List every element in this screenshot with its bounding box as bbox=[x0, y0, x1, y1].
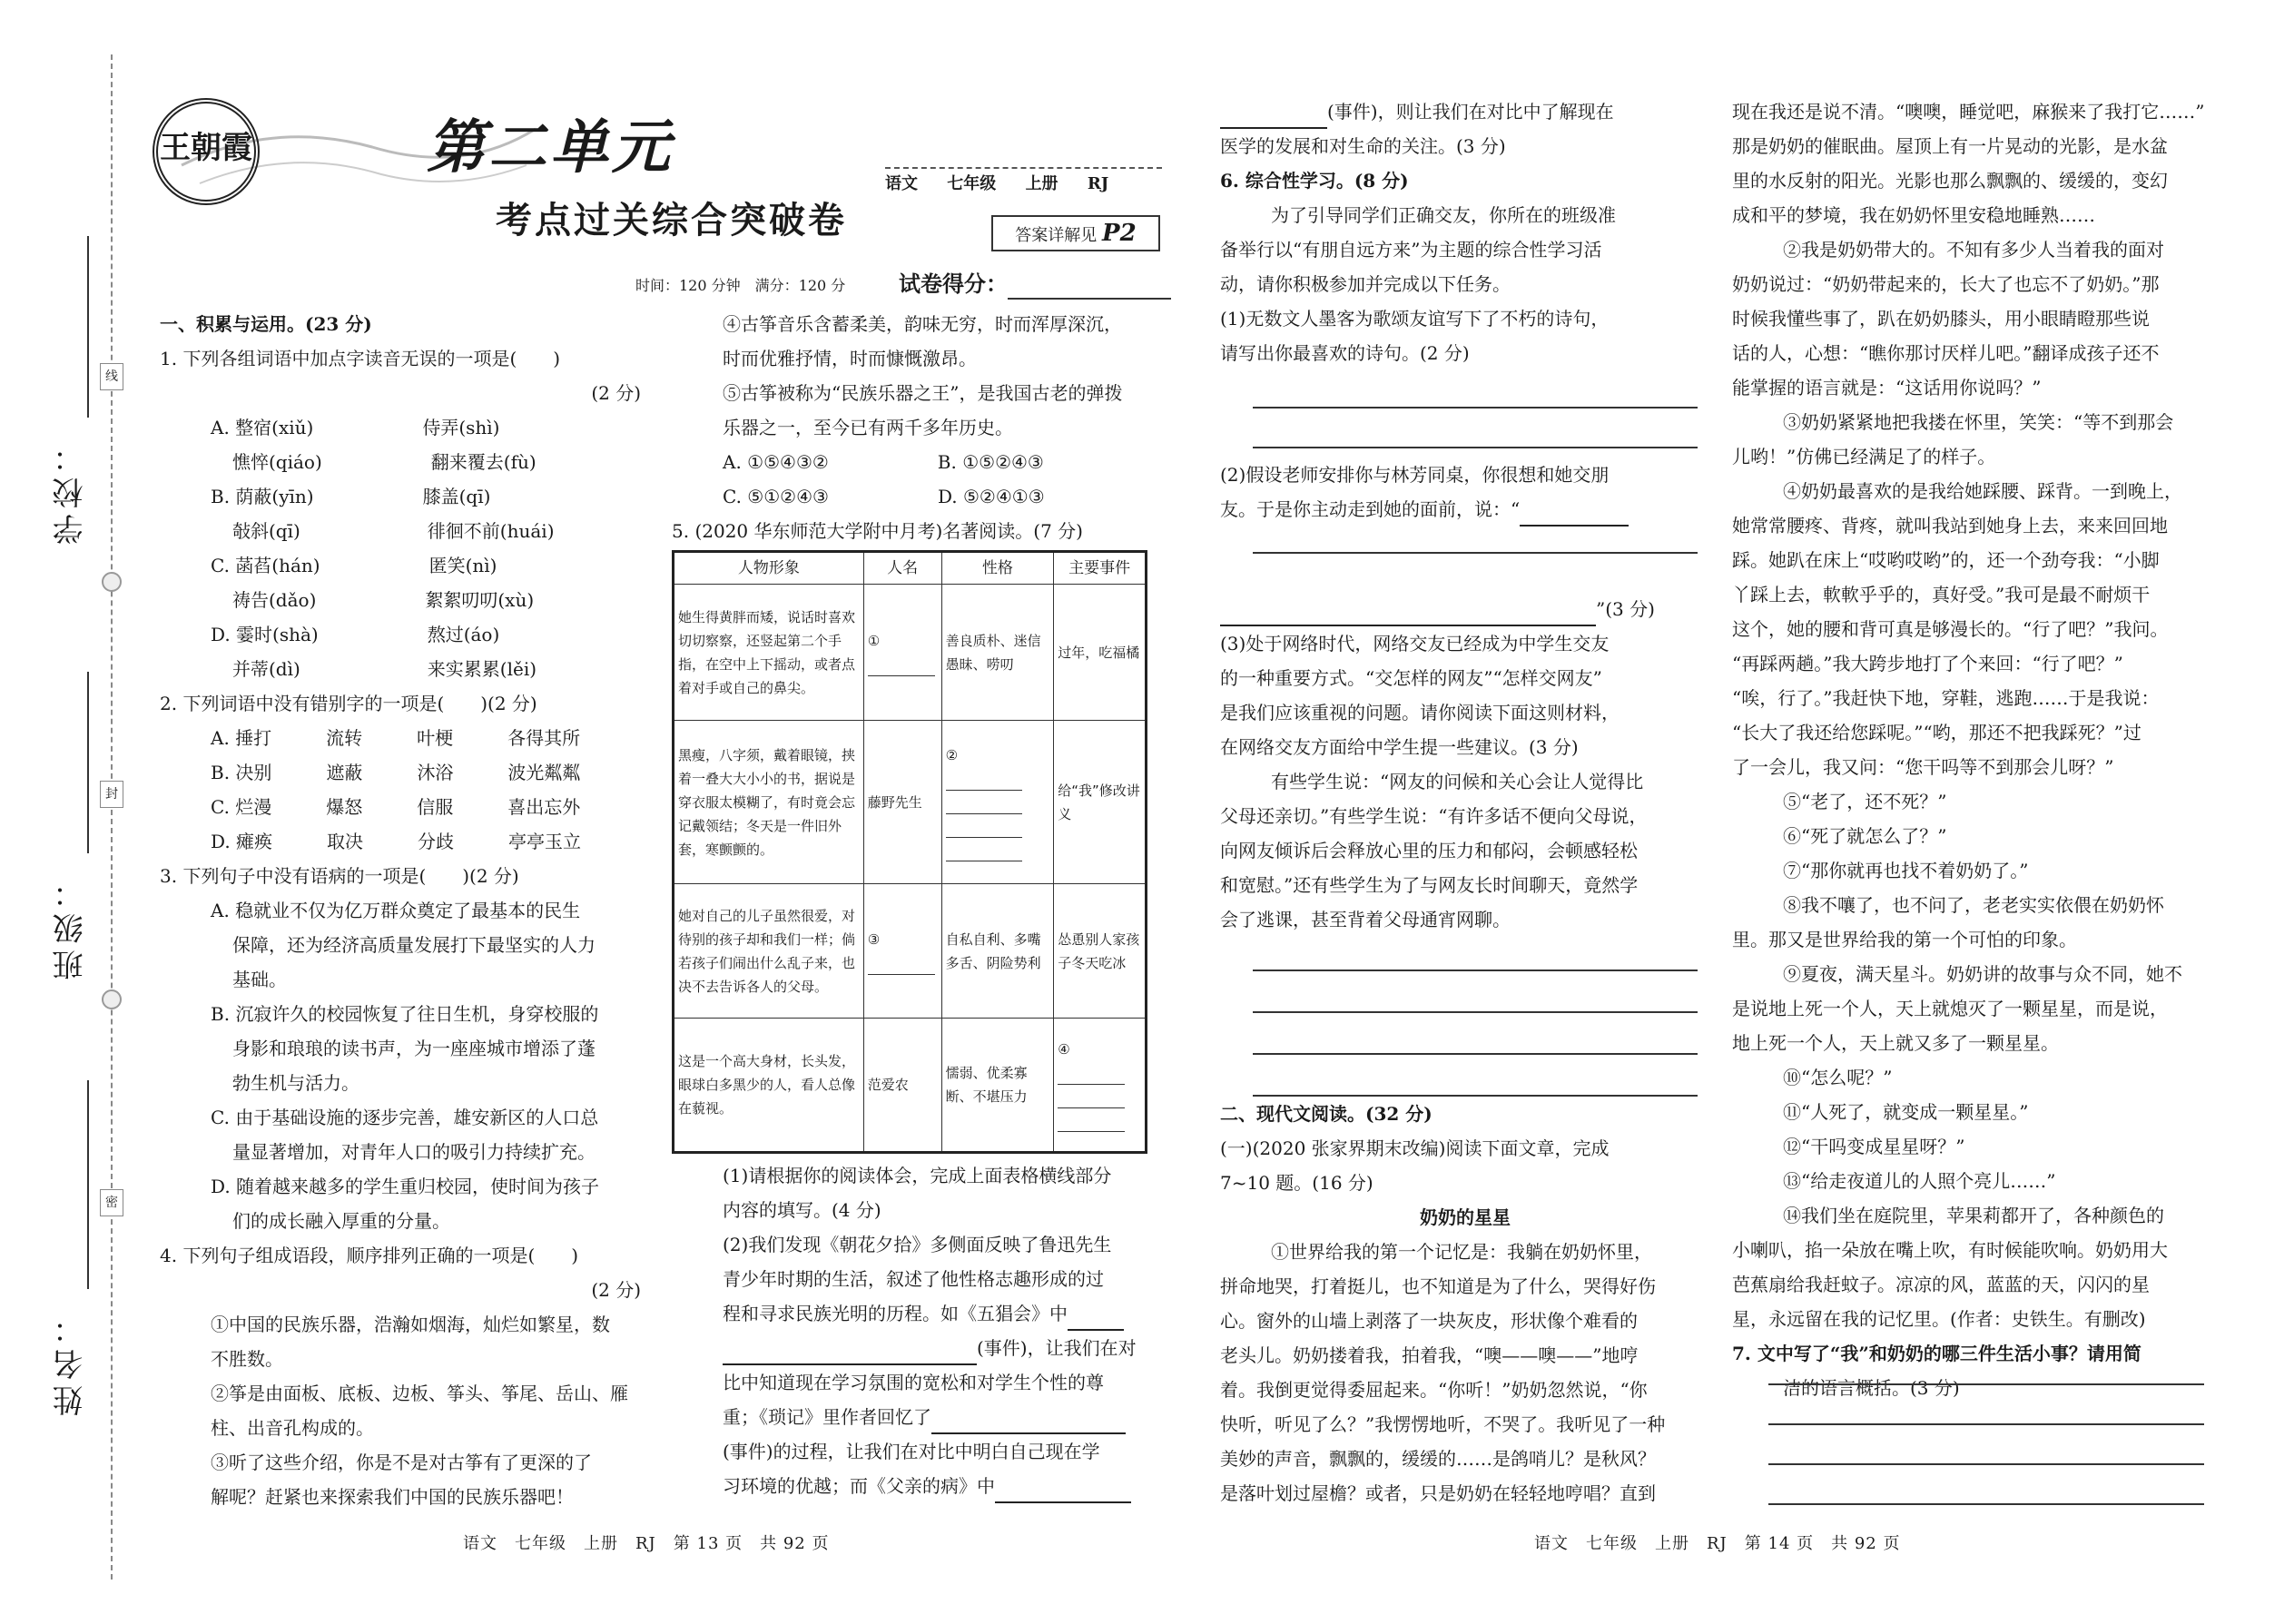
option-b: B. 荫蔽(yīn) 膝盖(qī) bbox=[211, 486, 491, 507]
answer-blank[interactable] bbox=[1058, 1085, 1125, 1108]
story-text: 这个，她的腰和背可真是够漫长的。“行了吧？”我问。 bbox=[1732, 618, 2169, 640]
question-text: 为了引导同学们正确交友，你所在的班级准 bbox=[1271, 204, 1616, 226]
seal-char-secret: 密 bbox=[100, 1189, 123, 1216]
story-text: 踩。她趴在床上“哎哟哎哟”的，还一个劲夸我：“小脚 bbox=[1732, 549, 2160, 571]
class-field[interactable] bbox=[87, 672, 89, 853]
seal-char-seal: 封 bbox=[100, 781, 123, 808]
story-text: 拼命地哭，打着挺儿，也不知道是为了什么，哭得好伤 bbox=[1220, 1275, 1656, 1297]
story-text: 丫踩上去，軟軟乎乎的，真好受。”我可是最不耐烦干 bbox=[1732, 584, 2151, 605]
answer-blank[interactable] bbox=[1058, 1108, 1125, 1132]
answer-line[interactable] bbox=[1253, 969, 1698, 971]
answer-blank[interactable] bbox=[995, 1478, 1131, 1503]
story-text: ⑬“给走夜道儿的人照个亮儿……” bbox=[1783, 1170, 2056, 1192]
unit-title: 第二单元 bbox=[427, 113, 674, 182]
name-field[interactable] bbox=[87, 1080, 89, 1289]
story-text: ⑤“老了，还不死？” bbox=[1783, 791, 1947, 812]
column-3 bbox=[1220, 94, 1710, 370]
sentence-text: 解呢？赶紧也来探索我们中国的民族乐器吧！ bbox=[211, 1486, 574, 1508]
sentence-4: ④古筝音乐含蓄柔美，韵味无穷，时而浑厚深沉， bbox=[723, 313, 1122, 335]
name-label: 姓名： bbox=[54, 1307, 88, 1416]
column-3-q6-2b bbox=[1220, 592, 1710, 937]
section-heading: 二、现代文阅读。(32 分) bbox=[1220, 1103, 1433, 1125]
option-text: 基础。 bbox=[232, 969, 287, 990]
answer-line[interactable] bbox=[1768, 1463, 2204, 1465]
sub-question-text: 程和寻求民族光明的历程。如《五猖会》中 bbox=[723, 1303, 1068, 1324]
sub-question-text: 重；《琐记》里作者回忆了 bbox=[723, 1406, 931, 1428]
story-text: 那是奶奶的催眠曲。屋顶上有一片晃动的光影，是水盆 bbox=[1732, 135, 2168, 157]
story-text: “唉，行了。”我赶快下地，穿鞋，逃跑……于是我说： bbox=[1732, 687, 2160, 709]
cut-line bbox=[111, 54, 113, 1580]
option-c: C. 烂漫 爆怒 信服 喜出忘外 bbox=[211, 796, 581, 818]
answer-blank[interactable] bbox=[946, 814, 1022, 838]
option-d: D. 瘫痪 取决 分歧 亭亭玉立 bbox=[211, 831, 582, 852]
sub-question-text: (事件)的过程，让我们在对比中明白自己现在学 bbox=[723, 1441, 1100, 1462]
sub-question-text: 在网络交友方面给中学生提一些建议。(3 分) bbox=[1220, 736, 1579, 758]
question-2: 2. 下列词语中没有错别字的一项是( )(2 分) bbox=[160, 693, 537, 714]
options-cd: C. ⑤①②④③ D. ⑤②④①③ bbox=[723, 486, 1045, 507]
answer-blank[interactable] bbox=[931, 1409, 1126, 1434]
story-text: ⑥“死了就怎么了？” bbox=[1783, 825, 1947, 847]
sub-question-text: (事件)，让我们在对 bbox=[977, 1337, 1137, 1359]
story-text: 心。窗外的山墙上剥落了一块灰皮，形状像个难看的 bbox=[1220, 1310, 1638, 1332]
story-text: ②我是奶奶带大的。不知有多少人当着我的面对 bbox=[1783, 239, 2164, 261]
table-cell: 她对自己的儿子虽然很爱，对待别的孩子却和我们一样；倘若孩子们闹出什么乱子来，也决不去告诉各人的父母。 bbox=[674, 884, 864, 1019]
sentence-2: ②筝是由面板、底板、边板、筝头、筝尾、岳山、雁 bbox=[211, 1383, 628, 1404]
answer-line[interactable] bbox=[1768, 1383, 2204, 1385]
column-3-q6-2 bbox=[1220, 458, 1710, 527]
option-b: B. 沉寂许久的校园恢复了往日生机，身穿校服的 bbox=[211, 1003, 599, 1025]
table-header: 人物形象 bbox=[674, 552, 864, 585]
story-text: ⑧我不嚷了，也不问了，老老实实依偎在奶奶怀 bbox=[1783, 894, 2164, 916]
question-3: 3. 下列句子中没有语病的一项是( )(2 分) bbox=[160, 865, 519, 887]
option-text: 保障，还为经济高质量发展打下最坚实的人力 bbox=[232, 934, 596, 956]
table-cell: 善良质朴、迷信愚昧、唠叨 bbox=[941, 585, 1054, 721]
story-text: 小喇叭，掐一朵放在嘴上吹，有时候能吹响。奶奶用大 bbox=[1732, 1239, 2168, 1261]
grade-info bbox=[885, 167, 1162, 198]
reading-intro: (一)(2020 张家界期末改编)阅读下面文章，完成 bbox=[1220, 1137, 1610, 1159]
table-header: 人名 bbox=[863, 552, 941, 585]
sub-question-2: (2)假设老师安排你与林芳同桌，你很想和她交朋 bbox=[1220, 464, 1610, 486]
sentence-text: 乐器之一，至今已有两千多年历史。 bbox=[723, 417, 1013, 438]
story-text: “再踩两趟。”我大跨步地打了个来回：“行了吧？” bbox=[1732, 653, 2123, 674]
table-row bbox=[674, 884, 1147, 1019]
sentence-text: 不胜数。 bbox=[211, 1348, 283, 1370]
answer-line[interactable] bbox=[1768, 1503, 2204, 1505]
answer-line[interactable] bbox=[1768, 1423, 2204, 1425]
seal-char-line: 线 bbox=[100, 363, 123, 390]
story-title: 奶奶的星星 bbox=[1420, 1206, 1511, 1228]
material-text: 有些学生说：“网友的问候和关心会让人觉得比 bbox=[1271, 771, 1644, 792]
answer-blank[interactable] bbox=[723, 1340, 977, 1365]
table-cell: 怂恿别人家孩子冬天吃冰 bbox=[1054, 884, 1147, 1019]
options-ab: A. ①⑤④③② B. ①⑤②④③ bbox=[723, 451, 1044, 473]
option-text: 憔悴(qiáo) 翻来覆去(fù) bbox=[232, 451, 537, 473]
question-1: 1. 下列各组词语中加点字读音无误的一项是( ) bbox=[160, 348, 561, 369]
question-text: 医学的发展和对生命的关注。(3 分) bbox=[1220, 135, 1506, 157]
table-header: 主要事件 bbox=[1054, 552, 1147, 585]
story-text: ⑦“那你就再也找不着奶奶了。” bbox=[1783, 860, 2029, 881]
sub-question-text: 青少年时期的生活，叙述了他性格志趣形成的过 bbox=[723, 1268, 1104, 1290]
option-c: C. 由于基础设施的逐步完善，雄安新区的人口总 bbox=[211, 1107, 599, 1128]
table-cell: 过年，吃福橘 bbox=[1054, 585, 1147, 721]
story-text: 着。我倒更觉得委屈起来。“你听！”奶奶忽然说，“你 bbox=[1220, 1379, 1648, 1401]
option-a: A. 捶打 流转 叶梗 各得其所 bbox=[211, 727, 581, 749]
answer-blank[interactable] bbox=[1220, 601, 1596, 626]
story-text: ③奶奶紧紧地把我搂在怀里，笑笑：“等不到那会 bbox=[1783, 411, 2174, 433]
question-6: 6. 综合性学习。(8 分) bbox=[1220, 170, 1409, 192]
sentence-text: 柱、出音孔构成的。 bbox=[211, 1417, 374, 1439]
option-text: 并蒂(dì) 来实累累(lěi) bbox=[232, 658, 537, 680]
option-text: 身影和琅琅的读书声，为一座座城市增添了蓬 bbox=[232, 1038, 596, 1059]
material-text: 和宽慰。”还有些学生为了与网友长时间聊天，竟然学 bbox=[1220, 874, 1639, 896]
column-4 bbox=[1732, 94, 2240, 1405]
character-table bbox=[672, 550, 1147, 1154]
page-footer-right: 语文 七年级 上册 RJ 第 14 页 共 92 页 bbox=[1534, 1534, 1901, 1553]
story-text: 她常常腰疼、背疼，就叫我站到她身上去，来来回回地 bbox=[1732, 515, 2168, 536]
answer-blank[interactable] bbox=[946, 767, 1022, 791]
option-text: 祷告(dǎo) 絮絮叨叨(xù) bbox=[232, 589, 535, 611]
school-label: 学校： bbox=[54, 436, 88, 545]
column-3-reading bbox=[1220, 1097, 1710, 1511]
sub-question-text: 是我们应该重视的问题。请你阅读下面这则材料， bbox=[1220, 702, 1620, 723]
story-text: 里的水反射的阳光。光影也那么飘飘的、缓缓的，变幻 bbox=[1732, 170, 2168, 192]
table-cell: 给“我”修改讲义 bbox=[1054, 721, 1147, 884]
story-text: 里。那又是世界给我的第一个可怕的印象。 bbox=[1732, 929, 2077, 950]
story-text: 老头儿。奶奶搂着我，拍着我，“噢——噢——”地哼 bbox=[1220, 1344, 1639, 1366]
sub-question-2: (2)我们发现《朝花夕拾》多侧面反映了鲁迅先生 bbox=[723, 1234, 1112, 1255]
story-text: 美妙的声音，飘飘的，缓缓的……是鸽哨儿？是秋风？ bbox=[1220, 1448, 1656, 1470]
sub-question-text: 友。于是你主动走到她的面前，说：“ bbox=[1220, 498, 1521, 520]
material-text: 向网友倾诉后会释放心里的压力和郁闷，会顿感轻松 bbox=[1220, 840, 1638, 861]
binding-margin bbox=[0, 54, 127, 1580]
story-text: 芭蕉扇给我赶蚊子。凉凉的风，蓝蓝的天，闪闪的星 bbox=[1732, 1274, 2150, 1295]
sub-question-1: (1)请根据你的阅读体会，完成上面表格横线部分 bbox=[723, 1165, 1112, 1186]
table-cell: 黑瘦，八字须，戴着眼镜，挟着一叠大大小小的书，据说是穿衣服太模糊了，有时竟会忘记戴领结；冬天是一件旧外套，寒颤颤的。 bbox=[674, 721, 864, 884]
option-a: A. 整宿(xiǔ) 侍弄(shì) bbox=[211, 417, 500, 438]
story-text: 话的人，心想：“瞧你那讨厌样儿吧。”翻译成孩子还不 bbox=[1732, 342, 2160, 364]
exam-meta: 时间：120 分钟 满分：120 分 bbox=[635, 277, 846, 294]
story-text: 是落叶划过屋檐？或者，只是奶奶在轻轻地哼唱？直到 bbox=[1220, 1482, 1656, 1504]
table-row bbox=[674, 585, 1147, 721]
sub-question-text: 的一种重要方式。“交怎样的网友”“怎样交网友” bbox=[1220, 667, 1602, 689]
story-text: 儿哟！”仿佛已经满足了的样子。 bbox=[1732, 446, 1996, 468]
answer-line[interactable] bbox=[1253, 447, 1698, 448]
story-text: ⑪“人死了，就变成一颗星星。” bbox=[1783, 1101, 2029, 1123]
story-text: ⑨夏夜，满天星斗。奶奶讲的故事与众不同，她不 bbox=[1783, 963, 2182, 985]
school-field[interactable] bbox=[87, 236, 89, 418]
option-c: C. 菡萏(hán) 匿笑(nì) bbox=[211, 555, 497, 576]
table-cell: 懦弱、优柔寡断、不堪压力 bbox=[941, 1019, 1054, 1153]
answer-line[interactable] bbox=[1253, 1053, 1698, 1055]
answer-blank[interactable] bbox=[1068, 1305, 1124, 1331]
grade-label: 七年级 bbox=[947, 174, 997, 193]
seal-dot-icon bbox=[102, 572, 122, 592]
material-text: 会了逃课，甚至背着父母通宵网聊。 bbox=[1220, 909, 1511, 930]
sub-question-text: 比中知道现在学习氛围的宽松和对学生个性的尊 bbox=[723, 1372, 1104, 1393]
story-text: 成和平的梦境，我在奶奶怀里安稳地睡熟…… bbox=[1732, 204, 2095, 226]
class-label: 班级： bbox=[54, 871, 88, 980]
question-7: 7. 文中写了“我”和奶奶的哪三件生活小事？请用简 bbox=[1732, 1343, 2141, 1364]
sentence-text: 时而优雅抒情，时而慷慨激昂。 bbox=[723, 348, 977, 369]
sub-question-1: (1)无数文人墨客为歌颂友谊写下了不朽的诗句， bbox=[1220, 308, 1610, 330]
answer-blank[interactable] bbox=[1058, 1061, 1125, 1085]
table-cell: ② bbox=[941, 721, 1054, 884]
sentence-3: ③听了这些介绍，你是不是对古筝有了更深的了 bbox=[211, 1452, 592, 1473]
table-row bbox=[674, 721, 1147, 884]
option-d: D. 随着越来越多的学生重归校园，使时间为孩子 bbox=[211, 1176, 600, 1197]
brand-logo: 王朝霞 bbox=[153, 98, 260, 205]
column-2 bbox=[672, 307, 1153, 548]
story-text: 地上死一个人，天上就又多了一颗星星。 bbox=[1732, 1032, 2059, 1054]
option-text: 们的成长融入厚重的分量。 bbox=[232, 1210, 450, 1232]
option-text: 量显著增加，对青年人口的吸引力持续扩充。 bbox=[232, 1141, 596, 1163]
answer-blank[interactable] bbox=[868, 951, 935, 975]
page-footer-left: 语文 七年级 上册 RJ 第 13 页 共 92 页 bbox=[463, 1534, 830, 1553]
question-4: 4. 下列句子组成语段，顺序排列正确的一项是( ) bbox=[160, 1245, 579, 1266]
table-cell: 范爱农 bbox=[863, 1019, 941, 1153]
material-text: 父母还亲切。”有些学生说：“有许多话不便向父母说， bbox=[1220, 805, 1648, 827]
answer-blank[interactable] bbox=[946, 791, 1022, 814]
answer-reference: 答案详解见 P2 bbox=[991, 215, 1160, 251]
story-text: 能掌握的语言就是：“这话用你说吗？” bbox=[1732, 377, 2042, 399]
story-text: 快听，听见了么？”我愣愣地听，不哭了。我听见了一种 bbox=[1220, 1413, 1666, 1435]
points: (2 分) bbox=[591, 382, 641, 404]
story-text: 时候我懂些事了，趴在奶奶膝头，用小眼睛瞪那些说 bbox=[1732, 308, 2150, 330]
story-text: “长大了我还给您踩呢。”“哟，那还不把我踩死？”过 bbox=[1732, 722, 2141, 743]
answer-blank[interactable] bbox=[1520, 501, 1629, 527]
column-1 bbox=[160, 307, 641, 1514]
table-cell: ④ bbox=[1054, 1019, 1147, 1153]
option-text: 敧斜(qī) 徘徊不前(huái) bbox=[232, 520, 555, 542]
question-text: (事件)，则让我们在对比中了解现在 bbox=[1327, 101, 1614, 123]
option-d: D. 霎时(shà) 熬过(áo) bbox=[211, 624, 500, 645]
answer-line[interactable] bbox=[1253, 407, 1698, 408]
story-text: 是说地上死一个人，天上就熄灭了一颗星星，而是说， bbox=[1732, 998, 2168, 1019]
story-text: ④奶奶最喜欢的是我给她踩腰、踩背。一到晚上， bbox=[1783, 480, 2182, 502]
column-2-bottom bbox=[672, 1158, 1153, 1503]
story-text: 现在我还是说不清。“噢噢，睡觉吧，麻猴来了我打它……” bbox=[1732, 101, 2205, 123]
score-field[interactable] bbox=[1008, 298, 1171, 300]
story-text: ⑫“干吗变成星星呀？” bbox=[1783, 1136, 1965, 1157]
question-text: 动，请你积极参加并完成以下任务。 bbox=[1220, 273, 1511, 295]
answer-blank[interactable] bbox=[868, 653, 935, 676]
answer-blank[interactable] bbox=[1220, 103, 1327, 129]
answer-blank[interactable] bbox=[946, 838, 1022, 861]
subject-label: 语文 bbox=[885, 174, 918, 193]
story-text: ①世界给我的第一个记忆是：我躺在奶奶怀里， bbox=[1271, 1241, 1652, 1263]
question-text: 备举行以“有朋自远方来”为主题的综合性学习活 bbox=[1220, 239, 1602, 261]
term-label: 上册 bbox=[1025, 174, 1058, 193]
table-cell: ① bbox=[863, 585, 941, 721]
option-a: A. 稳就业不仅为亿万群众奠定了最基本的民生 bbox=[211, 900, 581, 921]
sentence-5: ⑤古筝被称为“民族乐器之王”，是我国古老的弹拨 bbox=[723, 382, 1123, 404]
section-heading: 一、积累与运用。(23 分) bbox=[160, 313, 372, 335]
sentence-1: ①中国的民族乐器，浩瀚如烟海，灿烂如繁星，数 bbox=[211, 1314, 610, 1335]
story-text: 了一会儿，我又问：“您干吗等不到那会儿呀？” bbox=[1732, 756, 2114, 778]
score-label: 试卷得分： bbox=[899, 271, 1008, 297]
question-text: 洁的语言概括。(3 分) bbox=[1783, 1377, 1960, 1399]
story-text: 奶奶说过：“奶奶带起来的，长大了也忘不了奶奶。”那 bbox=[1732, 273, 2160, 295]
question-5: 5. (2020 华东师范大学附中月考)名著阅读。(7 分) bbox=[672, 520, 1083, 542]
sub-question-text: ”(3 分) bbox=[1596, 598, 1655, 620]
answer-line[interactable] bbox=[1253, 1011, 1698, 1013]
answer-line[interactable] bbox=[1253, 552, 1698, 554]
exam-subtitle: 考点过关综合突破卷 bbox=[496, 199, 847, 241]
table-header: 性格 bbox=[941, 552, 1054, 585]
option-b: B. 决别 遮蔽 沐浴 波光粼粼 bbox=[211, 762, 581, 783]
story-text: ⑭我们坐在庭院里，苹果莉都开了，各种颜色的 bbox=[1783, 1205, 2164, 1226]
table-row bbox=[674, 1019, 1147, 1153]
story-text: 星，永远留在我的记忆里。(作者：史铁生。有删改) bbox=[1732, 1308, 2146, 1330]
table-cell: ③ bbox=[863, 884, 941, 1019]
edition-label: RJ bbox=[1087, 174, 1109, 193]
table-cell: 自私自利、多嘴多舌、阴险势利 bbox=[941, 884, 1054, 1019]
seal-dot-icon bbox=[102, 989, 122, 1009]
sub-question-text: 内容的填写。(4 分) bbox=[723, 1199, 881, 1221]
sub-question-text: 习环境的优越；而《父亲的病》中 bbox=[723, 1475, 995, 1497]
story-text: ⑩“怎么呢？” bbox=[1783, 1067, 1893, 1088]
reading-intro: 7~10 题。(16 分) bbox=[1220, 1172, 1373, 1194]
option-text: 勃生机与活力。 bbox=[232, 1072, 359, 1094]
sub-question-text: 请写出你最喜欢的诗句。(2 分) bbox=[1220, 342, 1470, 364]
sub-question-3: (3)处于网络时代，网络交友已经成为中学生交友 bbox=[1220, 633, 1610, 655]
table-cell: 她生得黄胖而矮，说话时喜欢切切察察，还竖起第二个手指，在空中上下摇动，或者点着对手或自己的鼻尖。 bbox=[674, 585, 864, 721]
table-cell: 这是一个高大身材，长头发，眼球白多黑少的人，看人总像在藐视。 bbox=[674, 1019, 864, 1153]
table-cell: 藤野先生 bbox=[863, 721, 941, 884]
points: (2 分) bbox=[591, 1279, 641, 1301]
